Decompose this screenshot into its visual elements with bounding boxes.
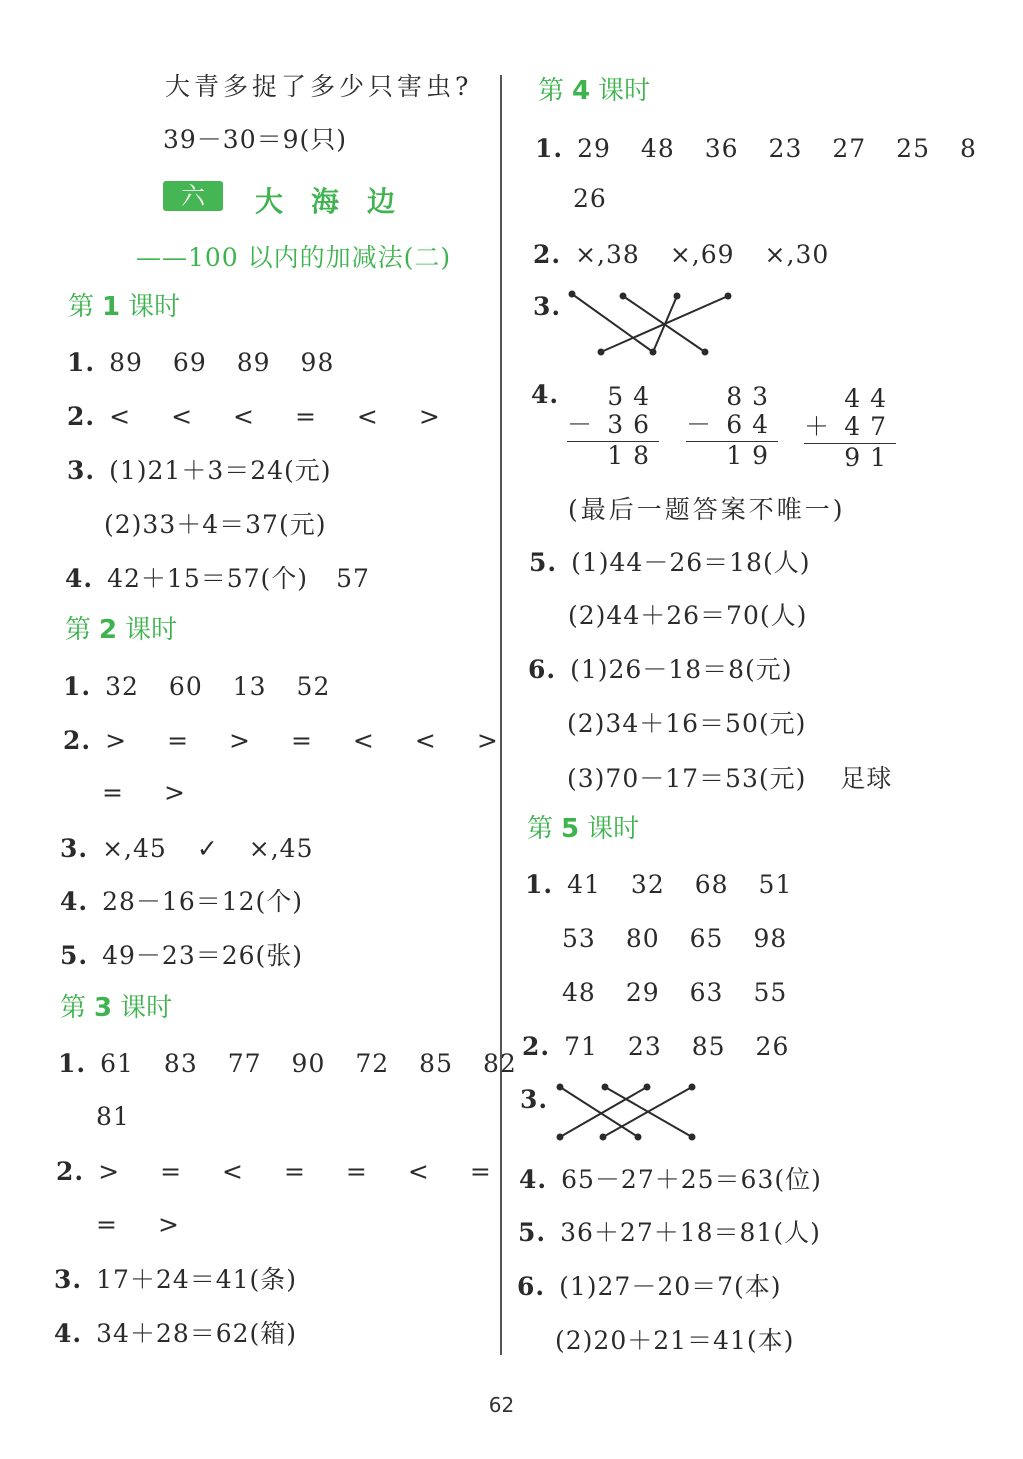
l5-q2 [522, 1032, 819, 1062]
match-line [601, 296, 728, 352]
answer-value: 29 [625, 978, 660, 1007]
answer-value: 23 [768, 134, 803, 163]
judge-mark: ×,69 [669, 240, 735, 269]
answer-value: 69 [172, 348, 207, 377]
answer-value: 25 [896, 134, 930, 163]
answer-value: 80 [625, 924, 660, 953]
vertical-calc-2 [686, 383, 778, 470]
answer-value: 8 [959, 134, 977, 163]
answer-text: (1)27－20＝7(本) [559, 1272, 782, 1301]
l3-q1-line2: 81 [96, 1102, 130, 1131]
judge-mark: ×,45 [102, 834, 167, 863]
unit-badge: 六 [163, 181, 223, 211]
lesson-3-heading [60, 993, 172, 1023]
unit-title: 大海边 [255, 185, 424, 218]
l5-q6a [517, 1272, 782, 1302]
lesson-5-heading [527, 814, 639, 844]
compare-symbol: < [352, 726, 375, 755]
answer-text: (1)21＋3＝24(元) [109, 456, 332, 485]
l1-q3a [67, 456, 332, 486]
compare-symbol: < [356, 402, 379, 431]
question-number: 4. [65, 564, 94, 593]
match-dot [690, 1135, 695, 1140]
compare-symbol: = [290, 726, 313, 755]
unit-subtitle: ——100 以内的加减法(二) [136, 243, 452, 272]
answer-value: 48 [640, 134, 675, 163]
compare-symbol: = [167, 726, 190, 755]
lesson-2-heading [65, 615, 177, 645]
answer-value: 27 [832, 134, 867, 163]
question-number: 2. [63, 726, 92, 755]
question-number: 2. [67, 402, 96, 431]
match-dot [675, 294, 680, 299]
question-number: 3. [533, 292, 562, 321]
compare-symbol: > [476, 726, 499, 755]
question-number: 2. [56, 1157, 85, 1186]
answer-extra: 57 [336, 564, 370, 593]
heading-pre: 第 [68, 292, 95, 322]
answer-value: 98 [753, 924, 788, 953]
intro-question: 大青多捉了多少只害虫? [165, 72, 473, 101]
match-dot [558, 1135, 563, 1140]
answer-value: 55 [753, 978, 788, 1007]
calc-bottom: 64 [726, 410, 778, 439]
answer-value: 48 [562, 978, 596, 1007]
heading-pre: 第 [60, 993, 87, 1023]
answer-text: 36＋27＋18＝81(人) [560, 1218, 821, 1247]
heading-num: 4 [572, 76, 591, 106]
heading-num: 3 [94, 993, 113, 1023]
heading-post: 课时 [120, 993, 173, 1023]
answer-value: 90 [291, 1049, 326, 1078]
answer-value: 61 [100, 1049, 134, 1078]
question-number: 5. [518, 1218, 547, 1247]
match-dot [599, 350, 604, 355]
compare-symbol: < [222, 1157, 244, 1186]
answer-value: 65 [689, 924, 724, 953]
question-number: 6. [528, 655, 557, 684]
calc-bottom-row [686, 411, 778, 439]
answer-value: 51 [758, 870, 793, 899]
l3-q1-line1 [58, 1049, 517, 1079]
match-dot [601, 1135, 606, 1140]
l5-q6b: (2)20＋21＝41(本) [555, 1326, 795, 1355]
answer-value: 82 [482, 1049, 517, 1078]
heading-num: 1 [102, 292, 121, 322]
l2-q5 [60, 941, 303, 971]
calc-top: 83 [726, 382, 778, 411]
compare-symbol: < [407, 1157, 430, 1186]
calc-operator: ＋ [804, 412, 830, 441]
answer-extra: 足球 [840, 764, 893, 793]
compare-symbol: < [233, 402, 255, 431]
calc-bottom: 36 [607, 410, 659, 439]
l2-q1 [63, 672, 360, 702]
answer-text: (1)26－18＝8(元) [570, 655, 793, 684]
heading-post: 课时 [125, 615, 178, 645]
answer-text: 17＋24＝41(条) [96, 1265, 298, 1294]
answer-value: 29 [577, 134, 611, 163]
l3-q4 [54, 1319, 297, 1349]
match-dot [558, 1085, 563, 1090]
l2-q2-line1 [63, 726, 529, 756]
match-dot [570, 292, 575, 297]
matching-lines-diagram [565, 290, 735, 360]
question-number: 1. [525, 870, 554, 899]
answer-text: 42＋15＝57(个) [107, 564, 309, 593]
answer-value: 71 [564, 1032, 598, 1061]
l5-q1-row3 [562, 978, 817, 1008]
l4-q2 [533, 240, 859, 270]
judge-mark: ×,45 [248, 834, 314, 863]
match-dot [726, 294, 731, 299]
question-number: 3. [54, 1265, 83, 1294]
heading-pre: 第 [527, 814, 554, 844]
answer-value: 36 [704, 134, 739, 163]
answer-value: 89 [109, 348, 143, 377]
judge-mark: ✓ [196, 834, 219, 863]
question-number: 4. [54, 1319, 83, 1348]
compare-symbol: = [102, 778, 124, 807]
answer-value: 98 [300, 348, 335, 377]
l2-q4 [60, 887, 303, 917]
l4-q1-line1 [535, 134, 977, 164]
judge-mark: ×,30 [764, 240, 830, 269]
answer-value: 85 [691, 1032, 726, 1061]
calc-operator: － [567, 410, 593, 439]
l3-q2-line1 [56, 1157, 492, 1187]
vertical-calc-3 [804, 385, 896, 472]
heading-post: 课时 [598, 76, 651, 106]
lesson-1-heading [68, 292, 180, 322]
lesson-4-heading [538, 76, 650, 106]
l1-q4 [65, 564, 370, 594]
question-number: 1. [67, 348, 96, 377]
answer-value: 52 [296, 672, 331, 701]
answer-value: 53 [562, 924, 596, 953]
compare-symbol: > [163, 778, 186, 807]
match-dot [651, 350, 656, 355]
l4-q6c [567, 764, 892, 794]
question-number: 2. [533, 240, 562, 269]
calc-top: 44 [844, 384, 896, 413]
l4-q1-line2: 26 [573, 184, 607, 213]
l4-q5a [529, 548, 810, 578]
l5-q4 [519, 1165, 822, 1195]
calc-result: 19 [726, 441, 778, 470]
answer-text: 65－27＋25＝63(位) [561, 1165, 822, 1194]
question-number: 6. [517, 1272, 546, 1301]
question-number: 2. [522, 1032, 551, 1061]
heading-pre: 第 [65, 615, 92, 645]
vertical-calc-1 [567, 383, 659, 470]
heading-num: 5 [561, 814, 580, 844]
compare-symbol: > [105, 726, 128, 755]
compare-symbol: < [109, 402, 132, 431]
left-column [0, 0, 517, 1400]
question-number: 3. [520, 1085, 549, 1114]
heading-num: 2 [99, 615, 118, 645]
match-dot [703, 350, 708, 355]
compare-symbol: < [414, 726, 437, 755]
match-line [572, 294, 653, 352]
judge-mark: ×,38 [575, 240, 640, 269]
compare-symbol: = [345, 1157, 368, 1186]
answer-value: 32 [630, 870, 665, 899]
calc-top: 54 [607, 382, 659, 411]
question-number: 1. [58, 1049, 87, 1078]
l1-q3b: (2)33＋4＝37(元) [104, 510, 327, 539]
answer-value: 68 [694, 870, 729, 899]
question-number: 4. [60, 887, 89, 916]
answer-text: 28－16＝12(个) [102, 887, 304, 916]
l2-q2-line2 [102, 778, 216, 808]
l4-q6a [528, 655, 793, 685]
l1-q1 [67, 348, 364, 378]
heading-post: 课时 [128, 292, 181, 322]
intro-answer: 39－30＝9(只) [163, 125, 348, 154]
calc-bottom-row [567, 411, 659, 439]
calc-result: 18 [607, 441, 659, 470]
compare-symbol: = [294, 402, 317, 431]
page-number: 62 [488, 1393, 515, 1417]
l2-q3 [60, 834, 344, 864]
answer-text: (1)44－26＝18(人) [571, 548, 811, 577]
match-dot [645, 1085, 650, 1090]
compare-symbol: = [469, 1157, 492, 1186]
l4-q5b: (2)44＋26＝70(人) [568, 601, 808, 630]
l4-q4-note: (最后一题答案不唯一) [568, 495, 846, 524]
calc-operator: － [686, 410, 712, 439]
answer-value: 77 [227, 1049, 262, 1078]
answer-value: 72 [355, 1049, 390, 1078]
answer-text: 34＋28＝62(箱) [96, 1319, 298, 1348]
answer-value: 85 [419, 1049, 453, 1078]
question-number: 5. [529, 548, 558, 577]
question-number: 1. [63, 672, 92, 701]
answer-text: 49－23＝26(张) [102, 941, 304, 970]
heading-post: 课时 [587, 814, 640, 844]
question-number: 4. [519, 1165, 548, 1194]
answer-value: 83 [163, 1049, 198, 1078]
answer-value: 32 [105, 672, 139, 701]
l3-q3 [54, 1265, 297, 1295]
question-number: 3. [60, 834, 89, 863]
question-number: 3. [67, 456, 96, 485]
answer-value: 89 [236, 348, 271, 377]
answer-text: (3)70－17＝53(元) [567, 764, 807, 793]
answer-value: 23 [627, 1032, 662, 1061]
l5-q1-row2 [562, 924, 817, 954]
compare-symbol: > [229, 726, 251, 755]
answer-value: 26 [755, 1032, 790, 1061]
l5-q5 [518, 1218, 821, 1248]
question-number: 4. [531, 380, 560, 409]
match-dot [690, 1085, 695, 1090]
calc-bottom-row [804, 413, 896, 441]
match-dot [636, 1135, 641, 1140]
compare-symbol: = [96, 1210, 118, 1239]
l4-q6b: (2)34＋16＝50(元) [567, 709, 807, 738]
calc-result: 91 [844, 443, 896, 472]
compare-symbol: > [418, 402, 441, 431]
compare-symbol: < [171, 402, 194, 431]
l5-q1-row1 [525, 870, 822, 900]
l1-q2 [67, 402, 471, 432]
matching-lines-diagram-2 [555, 1082, 700, 1144]
compare-symbol: = [160, 1157, 183, 1186]
question-number: 5. [60, 941, 89, 970]
calc-bottom: 47 [844, 412, 896, 441]
answer-value: 13 [232, 672, 267, 701]
answer-value: 63 [689, 978, 724, 1007]
compare-symbol: = [283, 1157, 306, 1186]
compare-symbol: > [157, 1210, 180, 1239]
answer-value: 41 [567, 870, 601, 899]
l3-q2-line2 [96, 1210, 210, 1240]
compare-symbol: > [98, 1157, 121, 1186]
match-dot [621, 294, 626, 299]
answer-value: 60 [168, 672, 203, 701]
heading-pre: 第 [538, 76, 565, 106]
question-number: 1. [535, 134, 564, 163]
match-dot [603, 1085, 608, 1090]
